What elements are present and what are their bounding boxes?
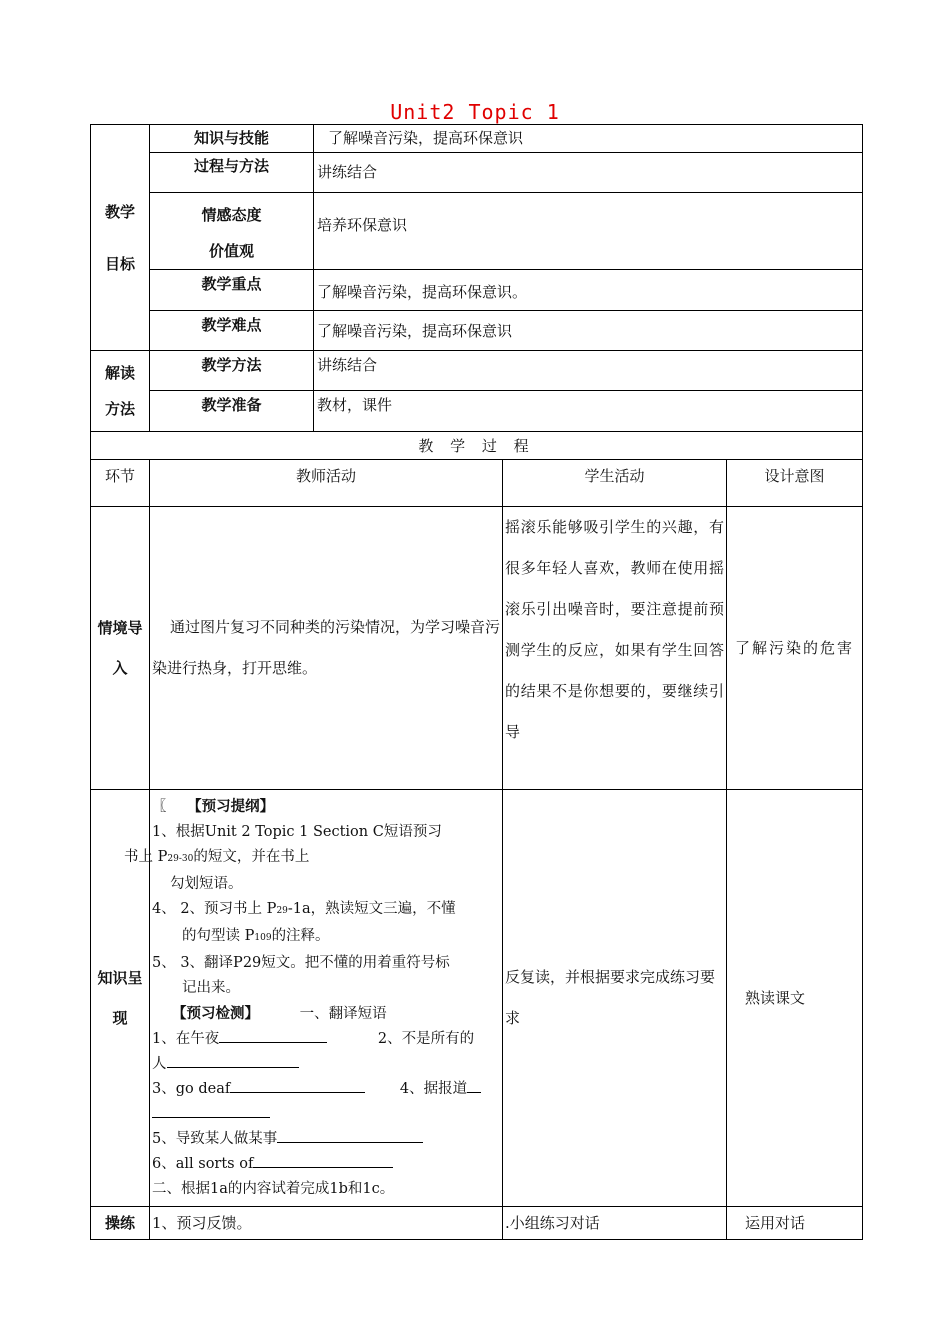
- outline-item-2c: [152, 924, 500, 951]
- objective-value-text: 了解噪音污染，提高环保意识: [328, 129, 524, 147]
- intent-intro-text: 了解污染的危害: [735, 638, 855, 657]
- question-5: 5、导致某人做某事: [152, 1131, 278, 1147]
- objective-label-process: 过程与方法: [150, 153, 314, 193]
- column-header-student: 学生活动: [503, 460, 727, 507]
- question-row-2: [152, 1077, 500, 1102]
- stage-knowledge-label-2: 现: [112, 1009, 128, 1027]
- student-activity-knowledge-text: 反复读，并根据要求完成练习要求: [505, 968, 716, 1027]
- outline-item-2-text: 4、 2、预习书上 P: [152, 901, 277, 917]
- objective-value-focus: 了解噪音污染，提高环保意识。: [314, 270, 863, 311]
- question-2: 2、不是所有的: [377, 1031, 475, 1047]
- objective-label-emotion-1: 情感态度: [201, 206, 262, 224]
- outline-item-3b: 记出来。: [182, 980, 240, 996]
- objectives-group-cell: [91, 125, 150, 351]
- method-group-label-1: 解读: [104, 364, 135, 382]
- column-header-stage: 环节: [91, 460, 150, 507]
- teacher-activity-intro-text: 通过图片复习不同种类的污染情况，为学习噪音污染进行热身，打开思维。: [152, 618, 501, 677]
- question-row-1b: [152, 1052, 500, 1077]
- intent-intro: [727, 507, 863, 790]
- question-row-2b: [152, 1102, 500, 1127]
- preview-outline-heading: 【预习提纲】: [187, 798, 275, 815]
- process-header: 教 学 过 程: [91, 432, 863, 460]
- outline-item-2-rest: -1a，熟读短文三遍，不懂: [287, 901, 456, 917]
- outline-item-1b-text: 书上 P: [124, 849, 168, 865]
- outline-item-1a: 1、根据Unit 2 Topic 1 Section C短语预习: [152, 824, 442, 840]
- teacher-activity-practice: 1、预习反馈。: [150, 1207, 503, 1240]
- objective-label-knowledge: 知识与技能: [150, 125, 314, 153]
- teacher-activity-knowledge: [124, 790, 503, 1207]
- bracket-glyph: 〖: [152, 799, 167, 815]
- blank-5: [277, 1128, 423, 1143]
- objective-value-difficulty: 了解噪音污染，提高环保意识: [314, 311, 863, 351]
- objective-label-emotion-2: 价值观: [208, 242, 254, 260]
- blank-3: [230, 1078, 365, 1093]
- stage-intro-label-2: 入: [112, 659, 128, 677]
- student-activity-intro: [503, 507, 727, 790]
- objective-value-process: 讲练结合: [314, 153, 863, 193]
- outline-item-1b: [124, 845, 500, 872]
- blank-2: [167, 1053, 299, 1068]
- objectives-group-label-1: 教学: [104, 202, 135, 221]
- outline-item-2c-text: 的句型读 P: [182, 928, 255, 944]
- method-value-method: 讲练结合: [314, 351, 863, 391]
- objective-label-difficulty: 教学难点: [150, 311, 314, 351]
- question-6: 6、all sorts of: [152, 1156, 254, 1172]
- stage-practice: 操练: [91, 1207, 150, 1240]
- outline-item-2c-rest: 的注释。: [271, 928, 330, 944]
- stage-intro: [91, 507, 150, 790]
- stage-intro-label-1: 情境导: [97, 619, 143, 637]
- objective-label-emotion: [150, 193, 314, 270]
- question-2b: 人: [152, 1056, 167, 1072]
- outline-item-3: 5、 3、翻译P29短文。把不懂的用着重符号标: [152, 955, 450, 971]
- student-activity-knowledge: [503, 790, 727, 1207]
- method-label-prep: 教学准备: [150, 391, 314, 432]
- translate-heading: 一、翻译短语: [299, 1006, 387, 1022]
- student-activity-intro-text: 摇滚乐能够吸引学生的兴趣，有很多年轻人喜欢，教师在使用摇滚乐引出噪音时，要注意提前预测学生的反应，如果有学生回答的结果不是你想要的，要继续引导: [505, 518, 724, 741]
- objectives-group-label-2: 目标: [104, 254, 135, 273]
- column-header-intent: 设计意图: [727, 460, 863, 507]
- document-title: Unit2 Topic 1: [390, 100, 560, 124]
- objective-value-emotion: 培养环保意识: [314, 193, 863, 270]
- method-label-method: 教学方法: [150, 351, 314, 391]
- column-header-teacher: 教师活动: [150, 460, 503, 507]
- question-row-1: [152, 1027, 500, 1052]
- blank-4b: [152, 1103, 270, 1118]
- preview-outline-line: [152, 794, 500, 820]
- question-1: 1、在午夜: [152, 1031, 220, 1047]
- blank-4: [467, 1078, 481, 1093]
- question-row-3: [152, 1127, 500, 1152]
- stage-knowledge-label-1: 知识呈: [97, 969, 143, 987]
- method-group-label-2: 方法: [104, 400, 135, 418]
- lesson-plan-table: [90, 124, 863, 1240]
- question-row-4: [152, 1152, 500, 1177]
- method-group-cell: [91, 351, 150, 432]
- objective-label-focus: 教学重点: [150, 270, 314, 311]
- preview-check-line: [152, 1001, 500, 1027]
- blank-1: [219, 1028, 327, 1043]
- intent-knowledge-text: 熟读课文: [745, 989, 806, 1007]
- question-3: 3、go deaf: [152, 1081, 231, 1097]
- outline-item-2: [152, 897, 500, 924]
- outline-item-1b-sub: 29-30: [167, 854, 194, 864]
- preview-check-heading: 【预习检测】: [172, 1005, 259, 1022]
- intent-practice: 运用对话: [727, 1207, 863, 1240]
- outline-item-2-sub: 29: [276, 906, 288, 916]
- blank-6: [253, 1153, 393, 1168]
- intent-knowledge: [727, 790, 863, 1207]
- objective-value-knowledge: [314, 125, 863, 153]
- teacher-activity-intro: [150, 507, 503, 790]
- outline-item-1b-rest: 的短文，并在书上: [193, 849, 310, 865]
- outline-item-1d: 勾划短语。: [170, 876, 243, 892]
- method-value-prep: 教材，课件: [314, 391, 863, 432]
- student-activity-practice: .小组练习对话: [503, 1207, 727, 1240]
- question-4: 4、据报道: [399, 1081, 468, 1097]
- outline-item-2c-sub: 109: [254, 933, 272, 943]
- part-2-instruction: 二、根据1a的内容试着完成1b和1c。: [152, 1181, 395, 1197]
